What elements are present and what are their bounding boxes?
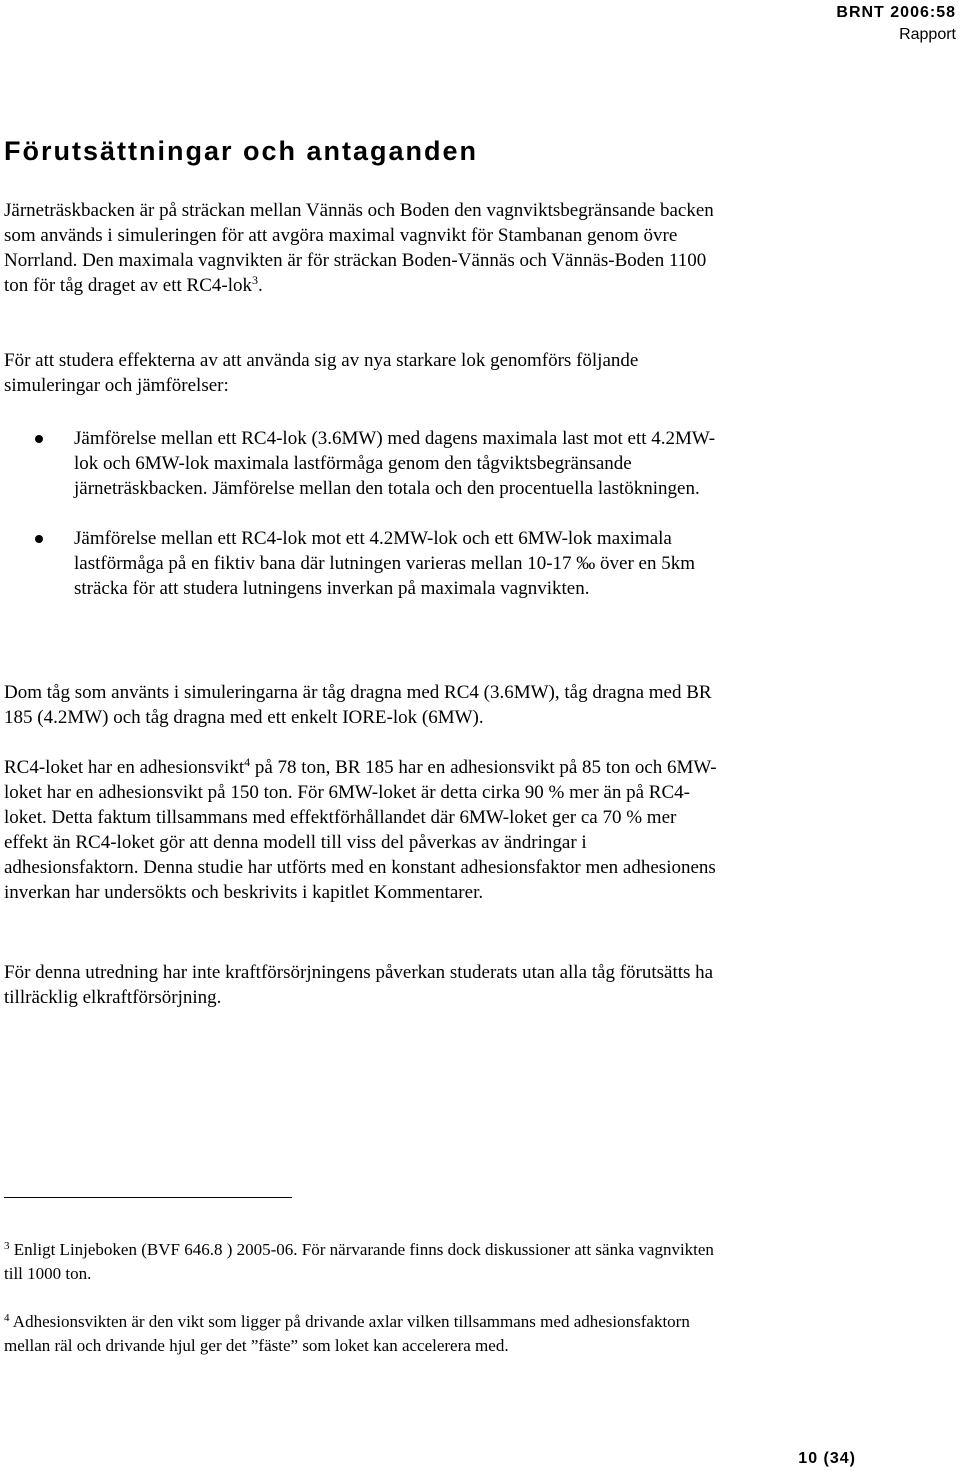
footnote-separator <box>4 1197 292 1198</box>
footnote-ref-3: 3 <box>252 273 258 287</box>
list-item <box>0 526 720 601</box>
bullet-icon <box>35 535 43 543</box>
footnote-4 <box>4 1310 724 1358</box>
bullet-icon <box>35 435 43 443</box>
footnote-number: 3 <box>4 1240 10 1252</box>
paragraph-adhesion-rest: på 78 ton, BR 185 har en adhesionsvikt på 85 ton och 6MW-loket har en adhesionsvikt på 150 ton. För 6MW-loket är detta cirka 90 % mer än på RC4-loket. Detta faktum tillsammans med effektförhållandet där 6MW-loket ger ca 70 % mer effekt än RC4-loket gör att denna modell till viss del påverkas av ändringar i adhesionsfaktorn. Denna studie har utförts med en konstant adhesionsfaktor men adhesionens inverkan har undersökts och beskrivits i kapitlet Kommentarer. <box>4 757 717 903</box>
paragraph-power-supply: För denna utredning har inte kraftförsörjningens påverkan studerats utan alla tåg förutsätts ha tillräcklig elkraftförsörjning. <box>4 962 714 1008</box>
list-item-text: Jämförelse mellan ett RC4-lok mot ett 4.2MW-lok och ett 6MW-lok maximala lastförmåga på en fiktiv bana där lutningen varieras mellan 10-17 ‰ över en 5km sträcka för att studera lutningens inverkan på maximala vagnvikten. <box>74 528 695 599</box>
document-id: BRNT 2006:58 <box>836 4 956 21</box>
paragraph-intro-end: . <box>258 275 263 296</box>
paragraph-adhesion <box>4 755 724 905</box>
list-item <box>0 426 720 501</box>
list-item-text: Jämförelse mellan ett RC4-lok (3.6MW) med dagens maximala last mot ett 4.2MW-lok och 6MW-lok maximala lastförmåga genom den tågviktsbegränsande järneträskbacken. Jämförelse mellan den totala och den procentuella lastökningen. <box>74 428 716 499</box>
paragraph-trains: Dom tåg som använts i simuleringarna är tåg dragna med RC4 (3.6MW), tåg dragna med BR 185 (4.2MW) och tåg dragna med ett enkelt IORE-lok (6MW). <box>4 682 712 728</box>
paragraph-intro-text: Järneträskbacken är på sträckan mellan Vännäs och Boden den vagnviktsbegränsande backen som används i simuleringen för att avgöra maximal vagnvikt för Stambanan genom övre Norrland. Den maximala vagnvikten är för sträckan Boden-Vännäs och Vännäs-Boden 1100 ton för tåg draget av ett RC4-lok <box>4 200 714 296</box>
page-header <box>836 2 956 46</box>
paragraph-adhesion-start: RC4-loket har en adhesionsvikt <box>4 757 245 778</box>
footnote-number: 4 <box>4 1312 10 1324</box>
footnote-text: Enligt Linjeboken (BVF 646.8 ) 2005-06. För närvarande finns dock diskussioner att sänka vagnvikten till 1000 ton. <box>4 1240 714 1283</box>
footnote-3 <box>4 1238 724 1286</box>
footnote-text: Adhesionsvikten är den vikt som ligger på drivande axlar vilken tillsammans med adhesionsfaktorn mellan räl och drivande hjul ger det ”fäste” som loket kan accelerera med. <box>4 1312 690 1355</box>
footnote-ref-4: 4 <box>244 755 251 769</box>
comparison-list <box>0 426 720 626</box>
paragraph-simulations: För att studera effekterna av att använda sig av nya starkare lok genomförs följande simuleringar och jämförelser: <box>4 350 639 396</box>
document-type: Rapport <box>899 26 956 43</box>
paragraph-intro <box>4 198 724 298</box>
section-title: Förutsättningar och antaganden <box>4 136 479 166</box>
page-number: 10 (34) <box>798 1450 856 1467</box>
